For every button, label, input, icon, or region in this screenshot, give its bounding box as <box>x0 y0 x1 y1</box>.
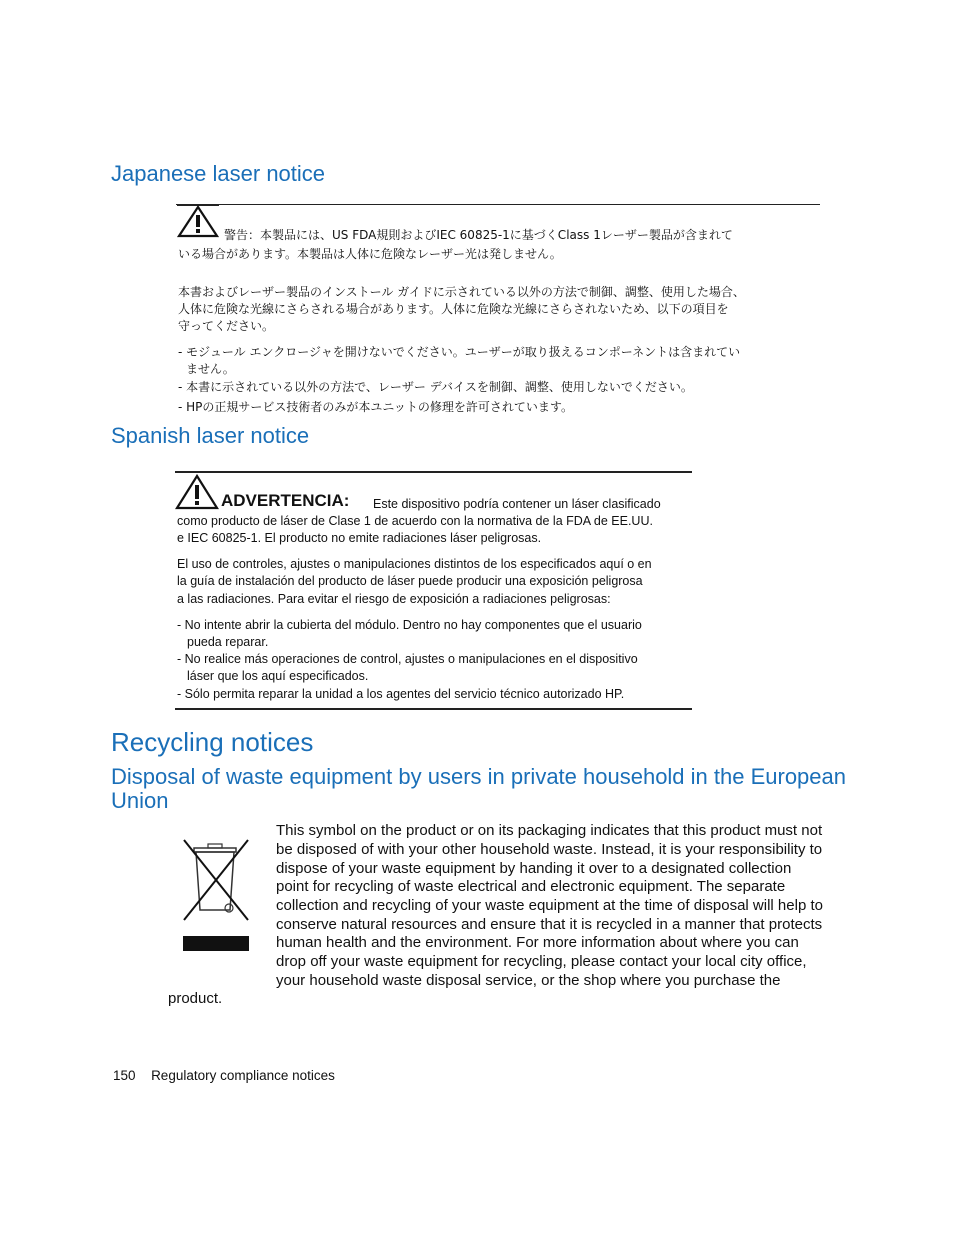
spanish-warning-label: ADVERTENCIA: <box>221 491 350 510</box>
spanish-bottom-rule <box>175 708 692 710</box>
recycling-heading: Recycling notices <box>111 727 314 757</box>
japanese-para-line1: 本書およびレーザー製品のインストール ガイドに示されている以外の方法で制御、調整、使用した場合、 <box>178 285 745 299</box>
japanese-warning-line2: いる場合があります。本製品は人体に危険なレーザー光は発しません。 <box>178 247 562 261</box>
japanese-laser-heading: Japanese laser notice <box>111 161 326 186</box>
japanese-para-line3: 守ってください。 <box>178 319 275 333</box>
warning-triangle-icon <box>175 474 219 510</box>
spanish-bullet2-line2: láser que los aquí especificados. <box>187 669 369 683</box>
spanish-bullet1-line1: - No intente abrir la cubierta del módulo. Dentro no hay componentes que el usuario <box>177 618 642 632</box>
page-footer <box>113 1068 335 1083</box>
recycling-line-1: This symbol on the product or on its packaging indicates that this product must not <box>276 822 823 839</box>
recycling-line-8: drop off your waste equipment for recycling, please contact your local city office, <box>276 953 807 970</box>
spanish-para-line2: la guía de instalación del producto de láser puede producir una exposición peligrosa <box>177 574 643 588</box>
spanish-para-line1: El uso de controles, ajustes o manipulaciones distintos de los especificados aquí o en <box>177 557 652 571</box>
disposal-subheading-line2: Union <box>111 788 169 813</box>
recycling-line-2: be disposed of with your other household waste. Instead, it is your responsibility to <box>276 841 823 858</box>
page-number: 150 <box>113 1068 136 1083</box>
spanish-bullet1-line2: pueda reparar. <box>187 635 269 649</box>
footer-section-title: Regulatory compliance notices <box>151 1068 335 1083</box>
spanish-warning-line3: e IEC 60825-1. El producto no emite radiaciones láser peligrosas. <box>177 531 542 545</box>
japanese-top-rule <box>176 204 820 205</box>
recycling-line-9: your household waste disposal service, or the shop where you purchase the <box>276 972 781 989</box>
japanese-bullet3: - HPの正規サービス技術者のみが本ユニットの修理を許可されています。 <box>178 400 573 414</box>
japanese-bullet2: - 本書に示されている以外の方法で、レーザー デバイスを制御、調整、使用しないでください。 <box>178 380 693 394</box>
recycling-line-5: collection and recycling of your waste equipment at the time of disposal will help to <box>276 897 823 914</box>
recycling-line-6: conserve natural resources and ensure that it is recycled in a manner that protects <box>276 916 823 933</box>
spanish-bullet3: - Sólo permita reparar la unidad a los agentes del servicio técnico autorizado HP. <box>177 687 625 701</box>
warning-triangle-icon <box>177 204 219 238</box>
spanish-warning-line2: como producto de láser de Clase 1 de acuerdo con la normativa de la FDA de EE.UU. <box>177 514 653 528</box>
japanese-para-line2: 人体に危険な光線にさらされる場合があります。人体に危険な光線にさらされないため、以下の項目を <box>178 302 729 316</box>
spanish-top-rule <box>175 471 692 473</box>
japanese-warning-line1: 警告：本製品には、US FDA規則およびIEC 60825-1に基づくClass 1レーザー製品が含まれて <box>224 228 733 242</box>
disposal-subheading-line1: Disposal of waste equipment by users in private household in the European <box>111 764 847 789</box>
spanish-bullet2-line1: - No realice más operaciones de control, ajustes o manipulaciones en el dispositivo <box>177 652 638 666</box>
weee-crossed-bin-icon <box>180 836 252 954</box>
recycling-line-3: dispose of your waste equipment by handing it over to a designated collection <box>276 860 792 877</box>
recycling-line-7: human health and the environment. For more information about where you can <box>276 934 799 951</box>
spanish-para-line3: a las radiaciones. Para evitar el riesgo de exposición a radiaciones peligrosas: <box>177 592 611 606</box>
spanish-warning-line1: Este dispositivo podría contener un láser clasificado <box>373 497 661 511</box>
recycling-last-line: product. <box>168 990 223 1007</box>
japanese-bullet1-line1: - モジュール エンクロージャを開けないでください。ユーザーが取り扱えるコンポーネントは含まれてい <box>178 345 741 359</box>
recycling-line-4: point for recycling of waste electrical and electronic equipment. The separate <box>276 878 786 895</box>
japanese-bullet1-line2: ません。 <box>186 362 235 376</box>
spanish-laser-heading: Spanish laser notice <box>111 423 310 448</box>
